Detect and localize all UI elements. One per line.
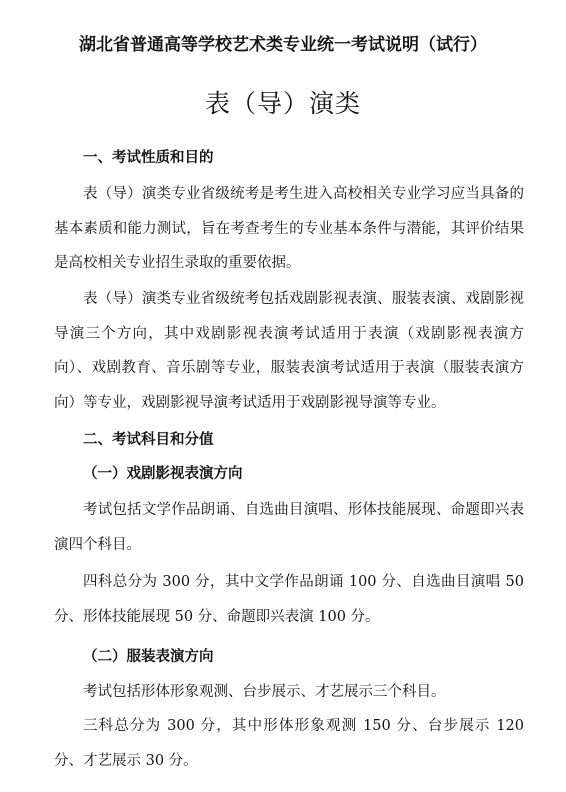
section-heading-2: 二、考试科目和分值 [83, 432, 214, 448]
document-subtitle: 表（导）演类 [204, 89, 361, 118]
subsection-heading-2-1: （一）戏剧影视表演方向 [83, 466, 243, 482]
paragraph-2-1-1: 考试包括文学作品朗诵、自选曲目演唱、形体技能展现、命题即兴表演四个科目。 [54, 502, 524, 553]
subsection-heading-2-2: （二）服装表演方向 [83, 649, 214, 665]
section-heading-1: 一、考试性质和目的 [83, 150, 214, 166]
document-title: 湖北省普通高等学校艺术类专业统一考试说明（试行） [79, 35, 487, 55]
paragraph-2-2-1: 考试包括形体形象观测、台步展示、才艺展示三个科目。 [83, 684, 446, 700]
paragraph-1-2: 表（导）演类专业省级统考包括戏剧影视表演、服装表演、戏剧影视导演三个方向，其中戏剧影视表演考试适用于表演（戏剧影视表演方向）、戏剧教育、音乐剧等专业，服装表演考试适用于表演（服装表演方向）等专业，戏剧影视导演考试适用于戏剧影视导演等专业。 [54, 291, 524, 411]
paragraph-1-1: 表（导）演类专业省级统考是考生进入高校相关专业学习应当具备的基本素质和能力测试，旨在考查考生的专业基本条件与潜能，其评价结果是高校相关专业招生录取的重要依据。 [54, 186, 524, 271]
paragraph-2-2-2: 三科总分为 300 分，其中形体形象观测 150 分、台步展示 120 分、才艺展示 30 分。 [54, 718, 524, 769]
paragraph-2-1-2: 四科总分为 300 分，其中文学作品朗诵 100 分、自选曲目演唱 50 分、形体技能展现 50 分、命题即兴表演 100 分。 [54, 574, 524, 625]
